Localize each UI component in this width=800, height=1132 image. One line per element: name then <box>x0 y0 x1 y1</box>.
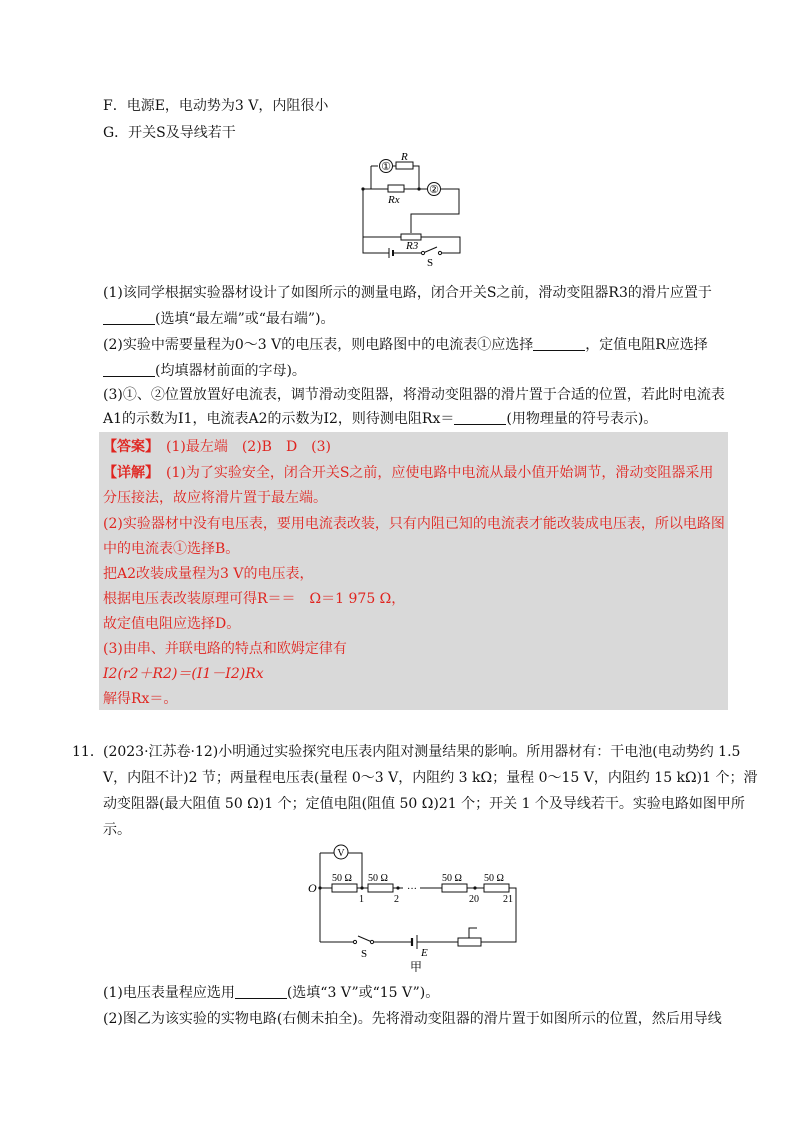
detail-line-7: 故定值电阻应选择D。 <box>103 616 241 632</box>
detail-line-4: 中的电流表①选择B。 <box>103 541 240 557</box>
q11-2: (2)图乙为该实验的实物电路(右侧未拍全)。先将滑动变阻器的滑片置于如图所示的位置，然后用导线 <box>103 1011 722 1027</box>
detail-line-9: I2(r2＋R2)＝(I1－I2)Rx <box>103 666 264 682</box>
detail-line-2: 分压接法，故应将滑片置于最左端。 <box>103 490 327 506</box>
detail-line-3: (2)实验器材中没有电压表，要用电流表改装，只有内阻已知的电流表才能改装成电压表，所以电路图 <box>103 516 725 532</box>
q11-line3: 动变阻器(最大阻值 50 Ω)1 个；定值电阻(阻值 50 Ω)21 个；开关 1 个及导线若干。实验电路如图甲所 <box>103 796 745 812</box>
resistor-label-1: 50 Ω <box>332 873 352 884</box>
q3-line2a: A1的示数为I1，电流表A2的示数为I2，则待测电阻Rx＝ <box>103 411 455 427</box>
figure-caption: 甲 <box>409 960 423 972</box>
q3-line2b: (用物理量的符号表示)。 <box>506 411 658 427</box>
answer-blank <box>454 410 506 425</box>
node-o-label: O <box>308 881 317 895</box>
item-f: F．电源E，电动势为3 V，内阻很小 <box>103 98 329 114</box>
voltmeter-label: V <box>337 848 345 859</box>
q11-1b: (选填“3 V”或“15 V”)。 <box>286 985 440 1001</box>
answer-blank <box>103 362 155 377</box>
circuit-diagram-1 <box>355 150 470 268</box>
answer-blank <box>533 336 585 351</box>
detail-line-10: 解得Rx＝。 <box>103 691 178 707</box>
switch-s-label: S <box>427 257 434 268</box>
q11-line2: V，内阻不计)2 节；两量程电压表(量程 0～3 V，内阻约 3 kΩ；量程 0～15 V，内阻约 15 kΩ)1 个；滑 <box>103 770 758 786</box>
q11-number: 11． <box>72 744 104 760</box>
q3-line1: (3)①、②位置放置好电流表，调节滑动变阻器，将滑动变阻器的滑片置于合适的位置，若此时电流表 <box>103 387 725 403</box>
detail-label: 【详解】 <box>103 465 152 481</box>
switch-s-label: S <box>361 948 368 960</box>
ammeter-2-label: ② <box>429 184 439 196</box>
ammeter-1-label: ① <box>381 161 391 173</box>
q2-line1b: ，定值电阻R应选择 <box>585 337 708 353</box>
answer-content: (1)最左端 (2)B D (3) <box>166 439 332 455</box>
detail-line-5: 把A2改装成量程为3 V的电压表， <box>103 566 314 582</box>
node-1-label: 1 <box>359 894 364 905</box>
answer-blank <box>235 984 287 999</box>
rheostat-r3-label: R3 <box>406 240 419 252</box>
q11-1a: (1)电压表量程应选用 <box>103 985 235 1001</box>
q11-line4: 示。 <box>103 822 131 838</box>
resistor-rx-label: Rx <box>388 194 400 206</box>
node-21-label: 21 <box>503 894 513 905</box>
detail-line-1: (1)为了实验安全，闭合开关S之前，应使电路中电流从最小值开始调节，滑动变阻器采用 <box>166 465 714 481</box>
q11-line1: (2023·江苏卷·12)小明通过实验探究电压表内阻对测量结果的影响。所用器材有：干电池(电动势约 1.5 <box>103 744 741 760</box>
resistor-label-2: 50 Ω <box>368 873 388 884</box>
answer-label: 【答案】 <box>103 439 152 455</box>
q1-line2: (选填“最左端”或“最右端”)。 <box>155 311 335 327</box>
node-2-label: 2 <box>394 894 399 905</box>
q2-line1a: (2)实验中需要量程为0～3 V的电压表，则电路图中的电流表①应选择 <box>103 337 534 353</box>
ellipsis-label: ··· <box>407 884 417 895</box>
q1-line1: (1)该同学根据实验器材设计了如图所示的测量电路，闭合开关S之前，滑动变阻器R3的滑片应置于 <box>103 285 712 301</box>
q2-line2: (均填器材前面的字母)。 <box>155 363 306 379</box>
battery-e-label: E <box>421 947 428 959</box>
detail-line-8: (3)由串、并联电路的特点和欧姆定律有 <box>103 641 347 657</box>
node-20-label: 20 <box>469 894 479 905</box>
item-g: G．开关S及导线若干 <box>103 125 236 141</box>
detail-line-6: 根据电压表改装原理可得R＝＝ Ω＝1 975 Ω， <box>103 591 406 607</box>
answer-blank <box>103 310 155 325</box>
resistor-r-label: R <box>401 151 408 163</box>
resistor-label-21: 50 Ω <box>484 873 504 884</box>
resistor-label-20: 50 Ω <box>442 873 462 884</box>
circuit-diagram-2 <box>305 840 535 972</box>
